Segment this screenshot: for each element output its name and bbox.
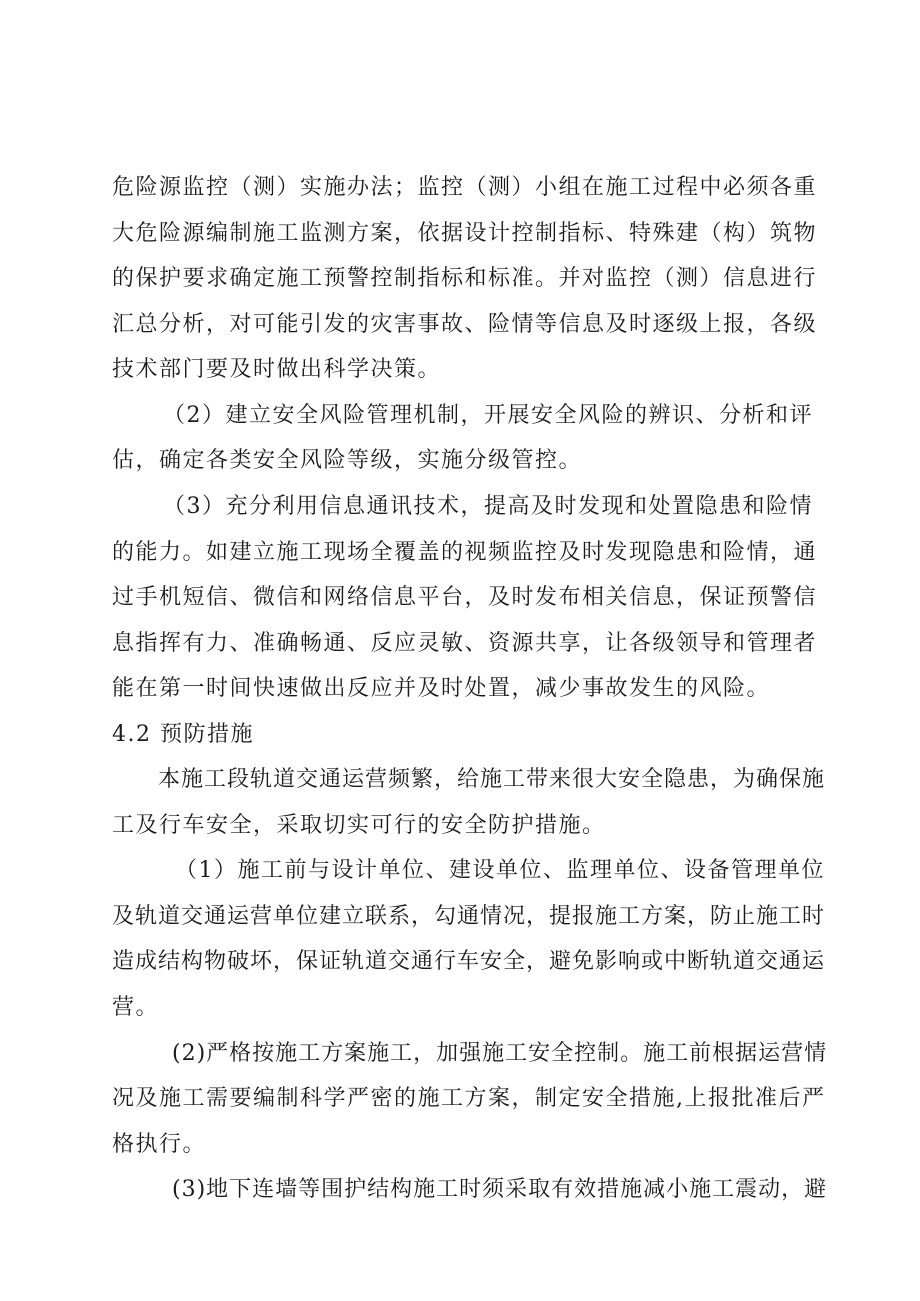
list-item-3-line: （3）充分利用信息通讯技术，提高及时发现和处置隐患和险情 bbox=[163, 494, 813, 519]
paragraph-line: 及轨道交通运营单位建立联系，勾通情况，提报施工方案，防止施工时 bbox=[112, 904, 826, 929]
paragraph-line: 危险源监控（测）实施办法；监控（测）小组在施工过程中必须各重 bbox=[112, 175, 818, 200]
paragraph-line: 营。 bbox=[112, 995, 160, 1020]
list-item-1-line: （1）施工前与设计单位、建设单位、监理单位、设备管理单位 bbox=[175, 858, 825, 883]
paragraph-line: 汇总分析，对可能引发的灾害事故、险情等信息及时逐级上报，各级 bbox=[112, 312, 818, 337]
paragraph-line: 过手机短信、微信和网络信息平台，及时发布相关信息，保证预警信 bbox=[112, 585, 818, 610]
paragraph-line: 工及行车安全，采取切实可行的安全防护措施。 bbox=[112, 813, 606, 838]
paragraph-line: 息指挥有力、准确畅通、反应灵敏、资源共享，让各级领导和管理者 bbox=[112, 631, 818, 656]
paragraph-line: 况及施工需要编制科学严密的施工方案，制定安全措施,上报批准后严 bbox=[112, 1086, 826, 1111]
paragraph-line: 的保护要求确定施工预警控制指标和标准。并对监控（测）信息进行 bbox=[112, 266, 818, 291]
section-heading: 4.2 预防措施 bbox=[112, 722, 254, 747]
list-item-2b-line: (2)严格按施工方案施工，加强施工安全控制。施工前根据运营情 bbox=[172, 1041, 828, 1066]
paragraph-line: 造成结构物破坏，保证轨道交通行车安全，避免影响或中断轨道交通运 bbox=[112, 949, 826, 974]
paragraph-line: 本施工段轨道交通运营频繁，给施工带来很大安全隐患，为确保施 bbox=[158, 767, 826, 792]
paragraph-line: 的能力。如建立施工现场全覆盖的视频监控及时发现隐患和险情，通 bbox=[112, 540, 818, 565]
paragraph-line: 估，确定各类安全风险等级，实施分级管控。 bbox=[112, 448, 583, 473]
paragraph-line: 技术部门要及时做出科学决策。 bbox=[112, 357, 442, 382]
list-item-3b-line: (3)地下连墙等围护结构施工时须采取有效措施减小施工震动，避 bbox=[172, 1177, 828, 1202]
paragraph-line: 格执行。 bbox=[112, 1132, 207, 1157]
list-item-2-line: （2）建立安全风险管理机制，开展安全风险的辨识、分析和评 bbox=[163, 403, 813, 428]
paragraph-line: 能在第一时间快速做出反应并及时处置，减少事故发生的风险。 bbox=[112, 676, 771, 701]
paragraph-line: 大危险源编制施工监测方案，依据设计控制指标、特殊建（构）筑物 bbox=[112, 221, 818, 246]
